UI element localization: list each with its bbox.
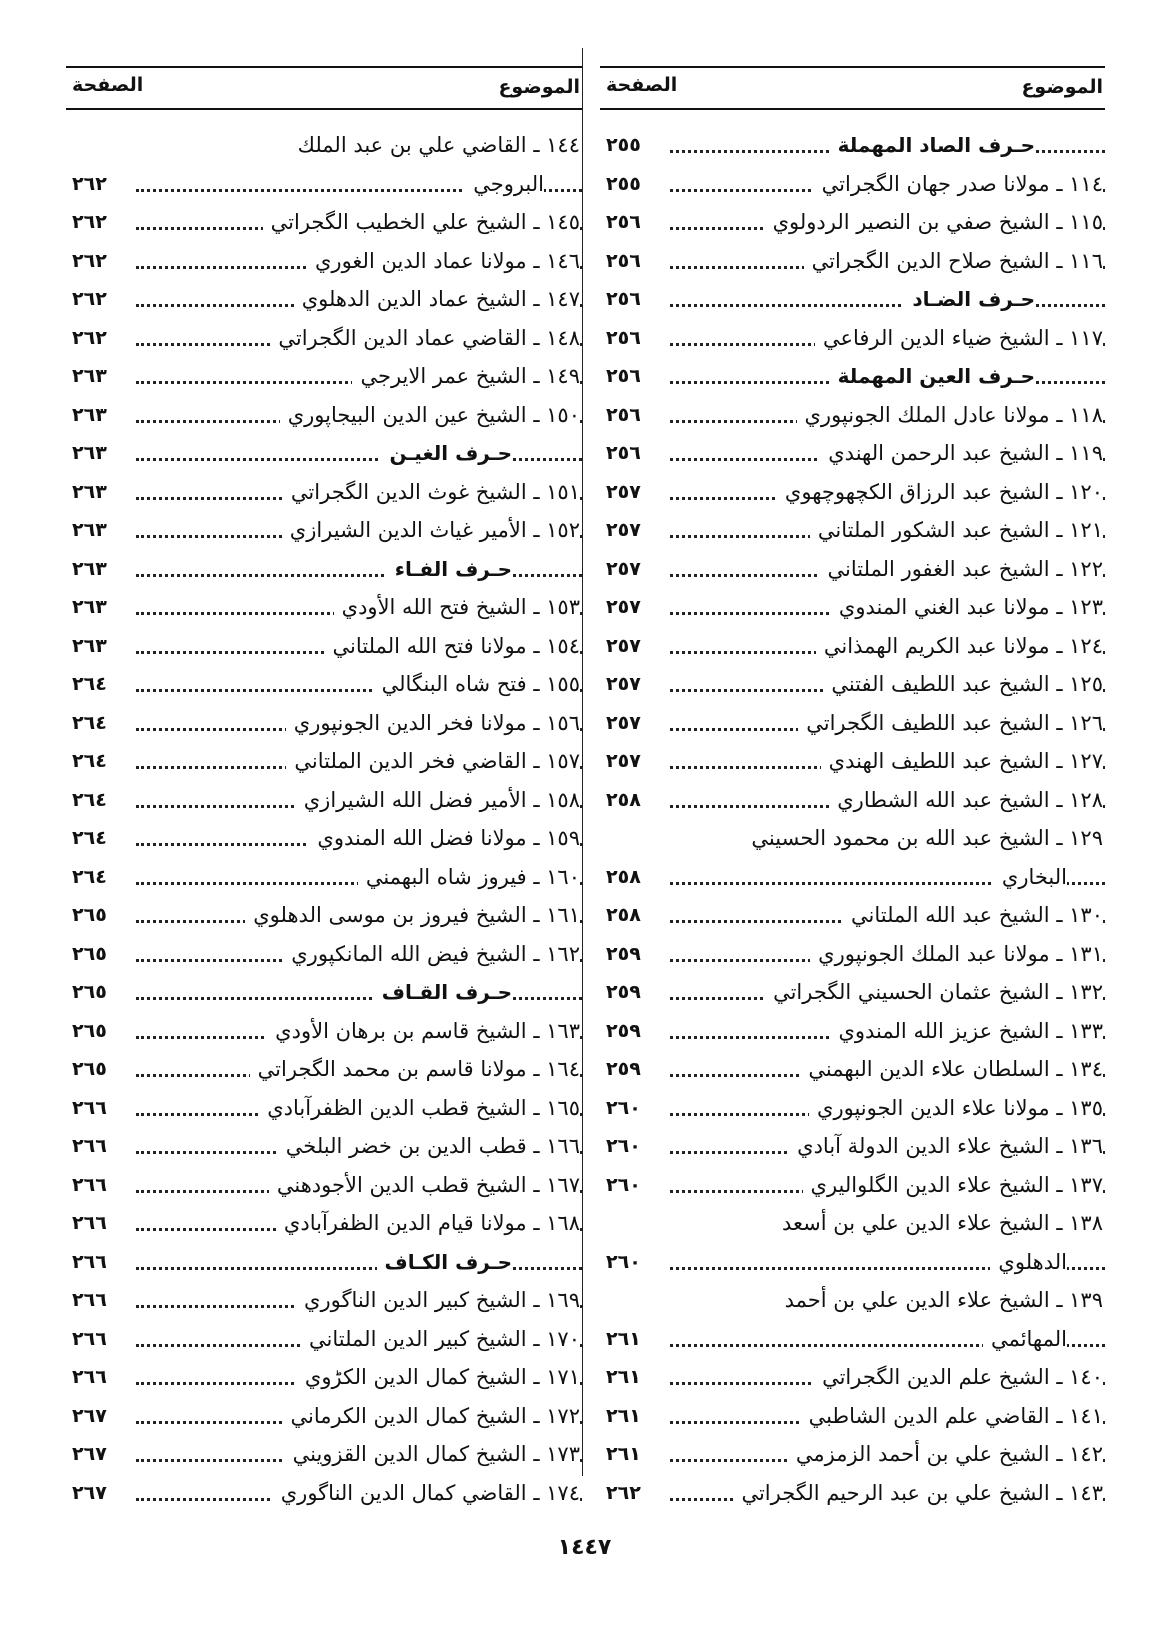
section-title: حـرف الصاد المهملة xyxy=(830,126,1035,165)
index-entry xyxy=(600,819,1105,858)
entry-page-number: ٢٦٧ xyxy=(72,1481,107,1504)
entry-title: ١٧٠ ـ الشيخ كبير الدين الملتاني xyxy=(301,1320,580,1359)
dot-leader xyxy=(136,1267,582,1270)
left-entries-list xyxy=(66,126,582,1512)
entry-title: ١٢٩ ـ الشيخ عبد الله بن محمود الحسيني xyxy=(743,819,1103,858)
entry-page-number: ٢٦٦ xyxy=(72,1096,107,1119)
index-entry xyxy=(600,1435,1105,1474)
entry-page-number: ٢٦١ xyxy=(606,1366,641,1388)
entry-page-number: ٢٥٦ xyxy=(606,249,641,272)
entry-title: ١٦٤ ـ مولانا قاسم بن محمد الگجراتي xyxy=(250,1050,580,1089)
entry-page-number: ٢٦٢ xyxy=(72,211,107,233)
entry-page-number: ٢٦٥ xyxy=(72,1058,107,1080)
index-entry xyxy=(600,1166,1105,1205)
index-entry xyxy=(66,203,582,242)
index-entry xyxy=(66,357,582,396)
index-entry xyxy=(66,588,582,627)
entry-title: ١٣٦ ـ الشيخ علاء الدين الدولة آبادي xyxy=(789,1127,1103,1166)
entry-title: ١٦٨ ـ مولانا قيام الدين الظفرآبادي xyxy=(276,1204,580,1243)
entry-page-number: ٢٦١ xyxy=(606,1443,641,1465)
entry-title: ١٤٣ ـ الشيخ علي بن عبد الرحيم الگجراتي xyxy=(733,1474,1103,1513)
entry-page-number: ٢٥٨ xyxy=(606,788,641,811)
entry-page-number: ٢٥٩ xyxy=(606,1058,641,1080)
entry-page-number: ٢٦١ xyxy=(606,1404,641,1427)
index-entry xyxy=(66,819,582,858)
entry-title: ١٢٤ ـ مولانا عبد الكريم الهمذاني xyxy=(816,627,1103,666)
entry-page-number: ٢٥٦ xyxy=(606,326,641,349)
entry-title: ١٤٩ ـ الشيخ عمر الايرجي xyxy=(352,357,580,396)
entry-page-number: ٢٦٦ xyxy=(72,1135,107,1157)
entry-title: ١٤٤ ـ القاضي علي بن عبد الملك xyxy=(290,126,580,165)
index-entry xyxy=(600,781,1105,820)
index-entry xyxy=(66,511,582,550)
index-entry xyxy=(600,319,1105,358)
entry-title: ١٣٣ ـ الشيخ عزيز الله المندوي xyxy=(830,1012,1103,1051)
entry-title: ١٧٤ ـ القاضي كمال الدين الناگوري xyxy=(273,1474,580,1513)
index-entry xyxy=(66,858,582,897)
entry-page-number: ٢٥٧ xyxy=(606,596,641,618)
entry-title: ١١٧ ـ الشيخ ضياء الدين الرفاعي xyxy=(815,319,1103,358)
entry-title: ١٣٥ ـ مولانا علاء الدين الجونپوري xyxy=(809,1089,1103,1128)
index-entry xyxy=(66,280,582,319)
entry-page-number: ٢٥٧ xyxy=(606,711,641,734)
entry-title: ١٥١ ـ الشيخ غوث الدين الگجراتي xyxy=(283,473,580,512)
index-entry xyxy=(600,665,1105,704)
entry-page-number: ٢٦٤ xyxy=(72,865,107,888)
right-column-header xyxy=(600,66,1105,110)
topic-heading: الموضوع xyxy=(498,76,580,98)
index-entry xyxy=(600,203,1105,242)
section-title: حـرف العين المهملة xyxy=(830,357,1035,396)
entry-page-number: ٢٦٣ xyxy=(72,634,107,657)
entry-title: ١٥٥ ـ فتح شاه البنگالي xyxy=(374,665,580,704)
index-entry xyxy=(66,1320,582,1359)
entry-page-number: ٢٦٥ xyxy=(72,942,107,965)
index-entry xyxy=(600,1012,1105,1051)
entry-title: ١٢٥ ـ الشيخ عبد اللطيف الفتني xyxy=(823,665,1103,704)
entry-page-number: ٢٦٣ xyxy=(72,365,107,387)
entry-title: ١٤٠ ـ الشيخ علم الدين الگجراتي xyxy=(814,1358,1103,1397)
entry-page-number: ٢٥٩ xyxy=(606,942,641,965)
entry-title: المهائمي xyxy=(983,1320,1067,1359)
left-column xyxy=(66,66,582,1512)
page-heading: الصفحة xyxy=(606,74,678,96)
entry-page-number: ٢٦٢ xyxy=(72,172,107,195)
entry-title: ١١٤ ـ مولانا صدر جهان الگجراتي xyxy=(814,165,1103,204)
entry-title: ١٤٧ ـ الشيخ عماد الدين الدهلوي xyxy=(294,280,580,319)
entry-page-number: ٢٦٤ xyxy=(72,788,107,811)
index-entry xyxy=(66,1358,582,1397)
entry-title: ١٧٢ ـ الشيخ كمال الدين الكرماني xyxy=(282,1397,580,1436)
entry-title: ١٢٨ ـ الشيخ عبد الله الشطاري xyxy=(829,781,1103,820)
section-title: حـرف الفـاء xyxy=(387,550,512,589)
index-entry xyxy=(600,1397,1105,1436)
entry-title: ١٣٠ ـ الشيخ عبد الله الملتاني xyxy=(843,896,1103,935)
index-entry xyxy=(600,588,1105,627)
index-entry xyxy=(600,1204,1105,1243)
section-heading-row xyxy=(66,550,582,589)
dot-leader xyxy=(670,304,1105,307)
dot-leader xyxy=(136,574,582,577)
index-entry xyxy=(600,935,1105,974)
entry-page-number: ٢٦٣ xyxy=(72,442,107,464)
section-title: حـرف الغيـن xyxy=(381,434,512,473)
entry-page-number: ٢٥٥ xyxy=(606,172,641,195)
entry-page-number: ٢٦٥ xyxy=(72,1019,107,1042)
entry-title: ١٦٢ ـ الشيخ فيض الله المانكپوري xyxy=(283,935,580,974)
entry-page-number: ٢٦٠ xyxy=(606,1173,641,1196)
entry-title: ١٦٧ ـ الشيخ قطب الدين الأجودهني xyxy=(269,1166,580,1205)
entry-title: ١٦١ ـ الشيخ فيروز بن موسى الدهلوي xyxy=(245,896,580,935)
entry-title: ١١٦ ـ الشيخ صلاح الدين الگجراتي xyxy=(804,242,1103,281)
entry-page-number: ٢٥٨ xyxy=(606,904,641,926)
entry-title: ١٥٠ ـ الشيخ عين الدين البيجاپوري xyxy=(280,396,580,435)
dot-leader xyxy=(136,458,582,461)
entry-title: ١٣٢ ـ الشيخ عثمان الحسيني الگجراتي xyxy=(765,973,1103,1012)
index-entry xyxy=(600,742,1105,781)
entry-title: ١٦٥ ـ الشيخ قطب الدين الظفرآبادي xyxy=(259,1089,580,1128)
index-entry xyxy=(600,473,1105,512)
entry-title: البروجي xyxy=(465,165,544,204)
entry-page-number: ٢٦٠ xyxy=(606,1096,641,1119)
entry-page-number: ٢٦٣ xyxy=(72,403,107,426)
entry-page-number: ٢٥٧ xyxy=(606,519,641,541)
entry-title: ١٥٢ ـ الأمير غياث الدين الشيرازي xyxy=(282,511,580,550)
index-entry xyxy=(66,1089,582,1128)
entry-title: ١١٨ ـ مولانا عادل الملك الجونپوري xyxy=(797,396,1104,435)
entry-page-number: ٢٦٢ xyxy=(72,288,107,310)
entry-page-number: ٢٦٣ xyxy=(72,596,107,618)
index-entry xyxy=(600,858,1105,897)
entry-page-number: ٢٥٧ xyxy=(606,557,641,580)
index-entry xyxy=(600,1358,1105,1397)
entry-page-number: ٢٥٦ xyxy=(606,211,641,233)
entry-title: ١٥٩ ـ مولانا فضل الله المندوي xyxy=(309,819,580,858)
entry-title: ١٣٧ ـ الشيخ علاء الدين الگلواليري xyxy=(803,1166,1103,1205)
entry-title: ١٥٣ ـ الشيخ فتح الله الأودي xyxy=(334,588,580,627)
index-entry xyxy=(600,434,1105,473)
entry-page-number: ٢٦٣ xyxy=(72,519,107,541)
entry-title: ١٢٠ ـ الشيخ عبد الرزاق الكچهوچهوي xyxy=(777,473,1103,512)
right-column xyxy=(600,66,1105,1512)
entry-title: ١٤٨ ـ القاضي عماد الدين الگجراتي xyxy=(270,319,580,358)
entry-page-number: ٢٥٦ xyxy=(606,288,641,310)
left-column-header xyxy=(66,66,582,110)
index-entry xyxy=(600,627,1105,666)
entry-page-number: ٢٦١ xyxy=(606,1327,641,1350)
index-entry xyxy=(600,1474,1105,1513)
entry-title: ١٤٥ ـ الشيخ علي الخطيب الگجراتي xyxy=(263,203,580,242)
section-heading-row xyxy=(66,434,582,473)
entry-page-number: ٢٦٧ xyxy=(72,1404,107,1427)
section-heading-row xyxy=(600,126,1105,165)
index-entry xyxy=(66,665,582,704)
index-entry xyxy=(66,1166,582,1205)
entry-page-number: ٢٥٧ xyxy=(606,480,641,503)
entry-page-number: ٢٥٧ xyxy=(606,750,641,772)
entry-page-number: ٢٥٦ xyxy=(606,442,641,464)
entry-page-number: ٢٦٦ xyxy=(72,1250,107,1273)
entry-page-number: ٢٥٩ xyxy=(606,1019,641,1042)
section-heading-row xyxy=(66,973,582,1012)
entry-page-number: ٢٥٧ xyxy=(606,673,641,695)
index-entry xyxy=(66,242,582,281)
entry-page-number: ٢٦٢ xyxy=(72,249,107,272)
section-title: حـرف الكـاف xyxy=(377,1243,512,1282)
entry-title: الدهلوي xyxy=(990,1243,1067,1282)
entry-page-number: ٢٦٦ xyxy=(72,1289,107,1311)
entry-title: ١٥٦ ـ مولانا فخر الدين الجونپوري xyxy=(286,704,580,743)
entry-title: ١٦٦ ـ قطب الدين بن خضر البلخي xyxy=(278,1127,580,1166)
index-entry xyxy=(600,896,1105,935)
entry-title: ١٣٤ ـ السلطان علاء الدين البهمني xyxy=(800,1050,1103,1089)
index-entry xyxy=(600,550,1105,589)
page-number: ١٤٤٧ xyxy=(557,1535,612,1560)
entry-page-number: ٢٦٢ xyxy=(606,1481,641,1504)
entry-page-number: ٢٦٦ xyxy=(72,1212,107,1234)
entry-title: ١٢٢ ـ الشيخ عبد الغفور الملتاني xyxy=(819,550,1103,589)
entry-page-number: ٢٦٢ xyxy=(72,326,107,349)
index-entry xyxy=(600,1089,1105,1128)
entry-title: ١٥٧ ـ القاضي فخر الدين الملتاني xyxy=(286,742,580,781)
index-entry xyxy=(66,742,582,781)
section-heading-row xyxy=(600,280,1105,319)
index-entry xyxy=(66,396,582,435)
entry-page-number: ٢٦٦ xyxy=(72,1173,107,1196)
entry-title: ١٤٦ ـ مولانا عماد الدين الغوري xyxy=(307,242,580,281)
entry-title: ١٤١ ـ القاضي علم الدين الشاطبي xyxy=(801,1397,1103,1436)
index-entry xyxy=(66,1012,582,1051)
index-entry xyxy=(66,1204,582,1243)
entry-title: ١٢١ ـ الشيخ عبد الشكور الملتاني xyxy=(810,511,1103,550)
index-entry xyxy=(66,1050,582,1089)
index-entry xyxy=(66,935,582,974)
entry-title: ١٥٨ ـ الأمير فضل الله الشيرازي xyxy=(296,781,580,820)
entry-page-number: ٢٦٤ xyxy=(72,711,107,734)
index-entry xyxy=(66,165,582,204)
entry-title: ١٣١ ـ مولانا عبد الملك الجونپوري xyxy=(810,935,1103,974)
entry-title: ١٣٨ ـ الشيخ علاء الدين علي بن أسعد xyxy=(774,1204,1103,1243)
index-entry xyxy=(66,319,582,358)
entry-title: ١٥٤ ـ مولانا فتح الله الملتاني xyxy=(325,627,580,666)
entry-title: البخاري xyxy=(994,858,1067,897)
section-title: حـرف القـاف xyxy=(374,973,512,1012)
entry-page-number: ٢٥٩ xyxy=(606,981,641,1003)
index-entry xyxy=(600,396,1105,435)
index-entry xyxy=(600,1243,1105,1282)
index-entry xyxy=(66,473,582,512)
index-entry xyxy=(600,704,1105,743)
entry-page-number: ٢٦٠ xyxy=(606,1135,641,1157)
entry-title: ١٦٩ ـ الشيخ كبير الدين الناگوري xyxy=(296,1281,580,1320)
index-entry xyxy=(66,126,582,165)
entry-title: ١٣٩ ـ الشيخ علاء الدين علي بن أحمد xyxy=(777,1281,1103,1320)
index-entry xyxy=(600,242,1105,281)
entry-page-number: ٢٦٣ xyxy=(72,480,107,503)
entry-title: ١٢٦ ـ الشيخ عبد اللطيف الگجراتي xyxy=(798,704,1103,743)
index-entry xyxy=(600,1320,1105,1359)
section-heading-row xyxy=(600,357,1105,396)
entry-page-number: ٢٦٣ xyxy=(72,557,107,580)
dot-leader xyxy=(136,997,582,1000)
entry-title: ١٢٣ ـ مولانا عبد الغني المندوي xyxy=(831,588,1103,627)
entry-title: ١٢٧ ـ الشيخ عبد اللطيف الهندي xyxy=(821,742,1103,781)
column-divider xyxy=(582,48,583,1476)
entry-title: ١٦٠ ـ فيروز شاه البهمني xyxy=(358,858,580,897)
entry-page-number: ٢٥٦ xyxy=(606,365,641,387)
entry-title: ١٧٣ ـ الشيخ كمال الدين القزويني xyxy=(285,1435,580,1474)
entry-title: ١٤٢ ـ الشيخ علي بن أحمد الزمزمي xyxy=(788,1435,1103,1474)
page-heading: الصفحة xyxy=(72,74,144,96)
index-entry xyxy=(600,165,1105,204)
entry-page-number: ٢٦٤ xyxy=(72,827,107,849)
entry-page-number: ٢٦٧ xyxy=(72,1443,107,1465)
entry-page-number: ٢٥٨ xyxy=(606,865,641,888)
entry-title: ١١٩ ـ الشيخ عبد الرحمن الهندي xyxy=(820,434,1103,473)
entry-page-number: ٢٥٦ xyxy=(606,403,641,426)
entry-page-number: ٢٥٧ xyxy=(606,634,641,657)
entry-page-number: ٢٦٥ xyxy=(72,981,107,1003)
section-heading-row xyxy=(66,1243,582,1282)
entry-page-number: ٢٦٤ xyxy=(72,750,107,772)
entry-title: ١٦٣ ـ الشيخ قاسم بن برهان الأودي xyxy=(267,1012,580,1051)
entry-title: ١١٥ ـ الشيخ صفي بن النصير الردولوي xyxy=(765,203,1103,242)
right-entries-list xyxy=(600,126,1105,1512)
entry-page-number: ٢٦٤ xyxy=(72,673,107,695)
index-entry xyxy=(66,781,582,820)
topic-heading: الموضوع xyxy=(1021,76,1103,98)
index-entry xyxy=(600,1281,1105,1320)
index-entry xyxy=(600,511,1105,550)
index-entry xyxy=(66,1474,582,1513)
entry-page-number: ٢٦٦ xyxy=(72,1327,107,1350)
entry-page-number: ٢٦٦ xyxy=(72,1366,107,1388)
index-entry xyxy=(66,896,582,935)
index-entry xyxy=(66,1281,582,1320)
section-title: حـرف الضـاد xyxy=(904,280,1035,319)
index-entry xyxy=(66,1435,582,1474)
entry-page-number: ٢٦٥ xyxy=(72,904,107,926)
index-entry xyxy=(600,1127,1105,1166)
entry-page-number: ٢٥٥ xyxy=(606,134,641,156)
index-entry xyxy=(66,1397,582,1436)
index-entry xyxy=(66,1127,582,1166)
index-entry xyxy=(600,973,1105,1012)
entry-title: ١٧١ ـ الشيخ كمال الدين الكڑوي xyxy=(297,1358,580,1397)
index-entry xyxy=(66,627,582,666)
index-entry xyxy=(600,1050,1105,1089)
index-entry xyxy=(66,704,582,743)
entry-page-number: ٢٦٠ xyxy=(606,1250,641,1273)
